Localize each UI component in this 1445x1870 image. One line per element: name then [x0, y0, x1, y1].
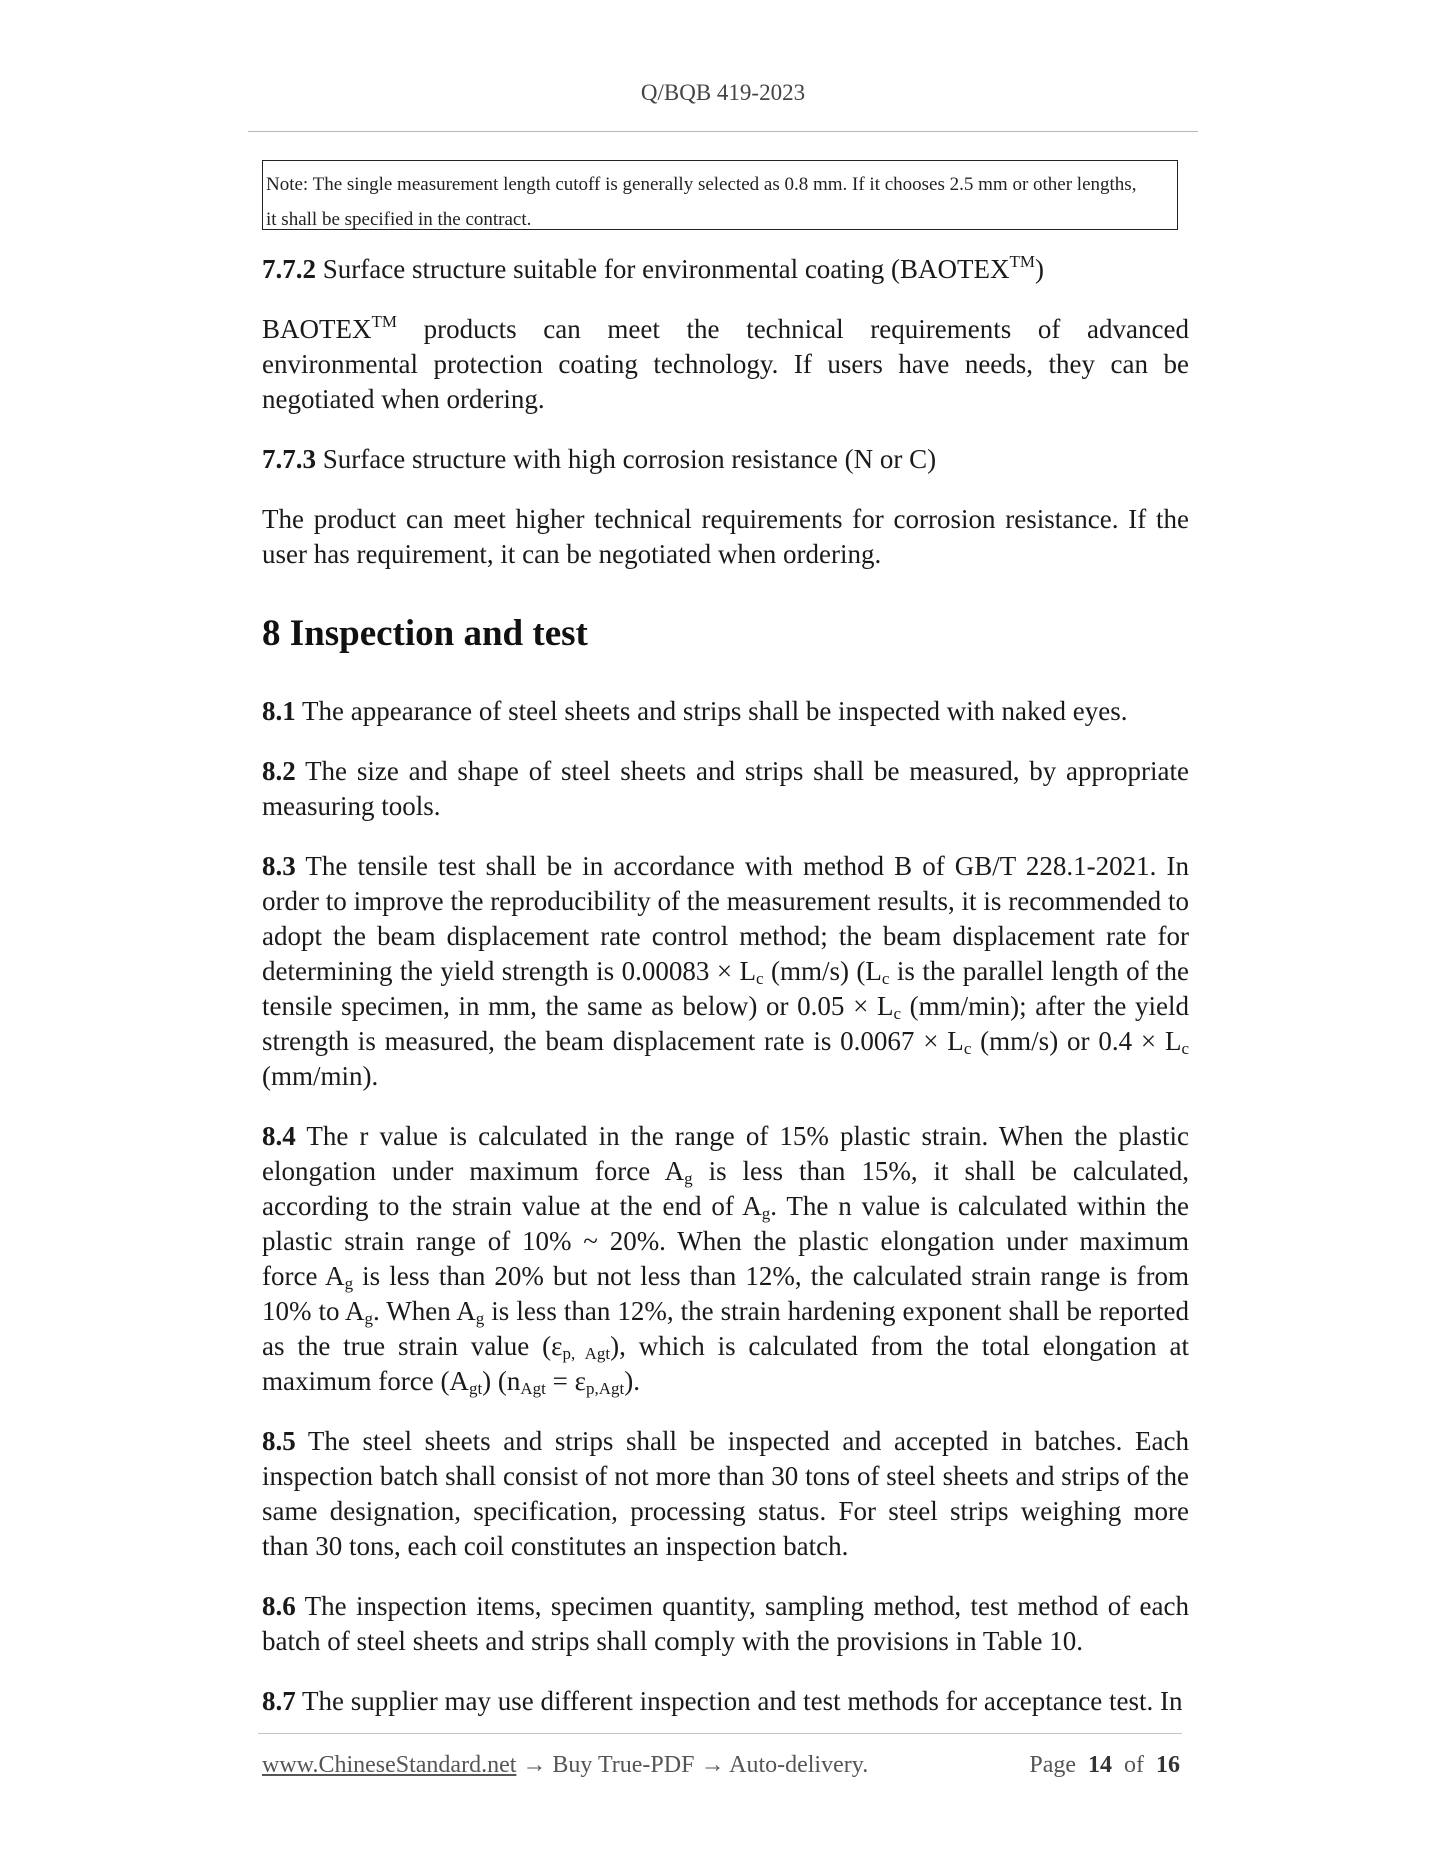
paragraph-7-7-3: The product can meet higher technical requirements for corrosion resistance. If the user has requirement, it can be negotiated when ordering. [262, 504, 1189, 569]
clause-number: 8.1 [262, 696, 296, 726]
clause-8-1: 8.1 The appearance of steel sheets and strips shall be inspected with naked eyes. [262, 696, 1128, 726]
clause-8-2: 8.2 The size and shape of steel sheets and strips shall be measured, by appropriate measuring tools. [262, 756, 1189, 821]
document-body [262, 252, 1189, 1744]
heading-7-7-2: 7.7.2 Surface structure suitable for environmental coating (BAOTEX™) [262, 252, 1045, 284]
clause-number: 8.6 [262, 1591, 296, 1621]
clause-number: 7.7.3 [262, 444, 316, 474]
heading-7-7-3: 7.7.3 Surface structure with high corrosion resistance (N or C) [262, 444, 937, 474]
page-indicator: Page 14 of 16 [1029, 1752, 1180, 1778]
clause-8-3: 8.3 The tensile test shall be in accordance with method B of GB/T 228.1-2021. In order to improve the reproducibility of the measurement results, it is recommended to adopt the beam displacement rate control method; the beam displacement rate for determining the yield strength is $0.00083 \times L_c$ (mm/s) ($L_c$ is the parallel length of the tensile specimen, in mm, the same as below) or $0.05 \times L_c$ (mm/min); after the yield strength is measured, the beam displacement rate is $0.0067 \times L_c$ (mm/s) or $0.4 \times L_c$ (mm/min). [262, 851, 1190, 1091]
clause-number: 8.4 [262, 1121, 296, 1151]
footer-tagline: → Buy True-PDF → Auto-delivery. [516, 1752, 869, 1778]
current-page: 14 [1088, 1752, 1112, 1778]
clause-number: 8.3 [262, 851, 296, 881]
clause-8-4: 8.4 The r value is calculated in the range of 15% plastic strain. When the plastic elongation under maximum force $A_g$ is less than 15%, it shall be calculated, according to the strain value at the end of $A_g$. The n value is calculated within the plastic strain range of 10% ~ 20%. When the plastic elongation under maximum force $A_g$ is less than 20% but not less than 12%, the calculated strain range is from 10% to $A_g$. When $A_g$ is less than 12%, the strain hardening exponent shall be reported as the true strain value $(\varepsilon_{p, Agt})$, which is calculated from the total elongation at maximum force $(A_{gt}) (n_{Agt} = \varepsilon_{p,Agt})$. [262, 1121, 1190, 1398]
header-divider [248, 131, 1198, 132]
note-line-2: it shall be specified in the contract. [266, 209, 532, 230]
clause-number: 8.5 [262, 1426, 296, 1456]
clause-8-7: 8.7 The supplier may use different inspection and test methods for acceptance test. In [262, 1686, 1183, 1716]
clause-number: 7.7.2 [262, 254, 316, 284]
section-8-title: 8 Inspection and test [262, 613, 588, 654]
clause-8-6: 8.6 The inspection items, specimen quantity, sampling method, test method of each batch of steel sheets and strips shall comply with the provisions in Table 10. [262, 1591, 1189, 1656]
clause-8-5: 8.5 The steel sheets and strips shall be inspected and accepted in batches. Each inspection batch shall consist of not more than 30 tons of steel sheets and strips of the same designation, specification, processing status. For steel strips weighing more than 30 tons, each coil constitutes an inspection batch. [262, 1426, 1189, 1561]
note-line-1: Note: The single measurement length cutoff is generally selected as 0.8 mm. If it chooses 2.5 mm or other lengths, [266, 174, 1137, 195]
total-pages: 16 [1156, 1752, 1180, 1778]
page-footer [262, 1752, 1180, 1779]
note-box [262, 160, 1178, 230]
clause-number: 8.2 [262, 756, 296, 786]
footer-divider [258, 1733, 1182, 1734]
paragraph-7-7-2: BAOTEX™ products can meet the technical requirements of advanced environmental protection coating technology. If users have needs, they can be negotiated when ordering. [262, 312, 1189, 414]
website-link[interactable]: www.ChineseStandard.net [262, 1752, 517, 1778]
page-header: Q/BQB 419-2023 [640, 80, 806, 105]
clause-number: 8.7 [262, 1686, 296, 1716]
